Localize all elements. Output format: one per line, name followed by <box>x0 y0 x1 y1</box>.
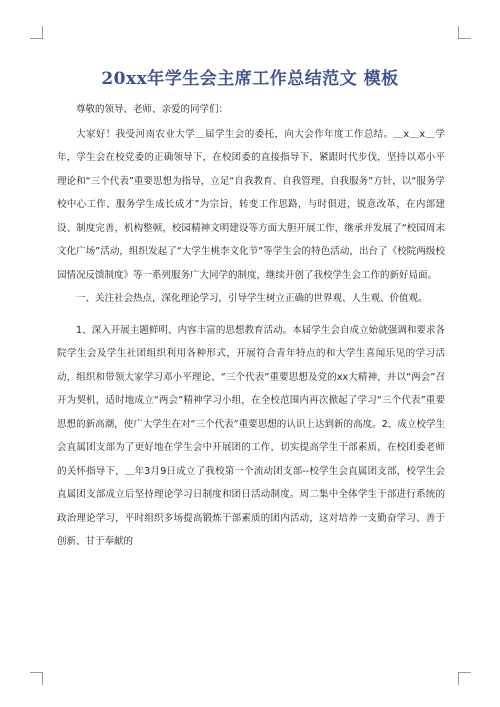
paragraph-section-heading: 一、关注社会热点，深化理论学习，引导学生树立正确的世界观、人生观、价值观。 <box>76 293 428 304</box>
document-body <box>57 98 445 554</box>
crop-mark-top-left <box>30 26 43 39</box>
crop-mark-bottom-left <box>30 672 43 685</box>
crop-mark-bottom-right <box>458 672 471 685</box>
paragraph-greeting: 尊敬的领导、老师、亲爱的同学们： <box>76 104 229 115</box>
crop-mark-top-right <box>458 26 471 39</box>
paragraph-section-body: 1、深入开展主题鲜明、内容丰富的思想教育活动。本届学生会自成立始就强调和要求各院学生会及学生社团组织利用各种形式，开展符合青年特点的和大学生喜闻乐见的学习活动，组织和带领大家学习邓小平理论、“三个代表”重要思想及党的xx大精神，并以“两会”召开为契机，适时地成立“两会”精神学习小组，在全校范围内再次掀起了学习“三个代表”重要思想的新高潮，使广大学生在对“三个代表”重要思想的认识上达到新的高度。2、成立校学生会直属团支部为了更好地在学生会中开展团的工作，切实提高学生干部素质，在校团委老师的关怀指导下，＿年3月9日成立了我校第一个流动团支部--校学生会直属团支部，校学生会直属团支部成立后坚持理论学习日制度和团日活动制度。周二集中全体学生干部进行系统的政治理论学习，平时组织多场提高锻炼干部素质的团内活动，这对培养一支勤奋学习、善于创新、甘于奉献的 <box>57 324 445 547</box>
document-title: 20xx年学生会主席工作总结范文 模板 <box>101 69 399 89</box>
paragraph-intro: 大家好！我受河南农业大学＿届学生会的委托，向大会作年度工作总结。＿x＿x＿学年，学生会在校党委的正确领导下，在校团委的直接指导下，紧跟时代步伐，坚持以邓小平理论和“三个代表”重要思想为指导，立足“自我教育、自我管理、自我服务”方针，以“服务学校中心工作、服务学生成长成才”为宗旨，转变工作思路，与时俱进，锐意改革，在内部建设、制度完善，机构整顿，校园精神文明建设等方面大胆开展工作，继承并发展了“校园周末文化广场”活动，组织发起了“大学生桃李文化节”等学生会的特色活动，出台了《校院两级校园情况反馈制度》等一系列服务广大同学的制度，继续开创了我校学生会工作的新好局面。 <box>57 128 445 281</box>
